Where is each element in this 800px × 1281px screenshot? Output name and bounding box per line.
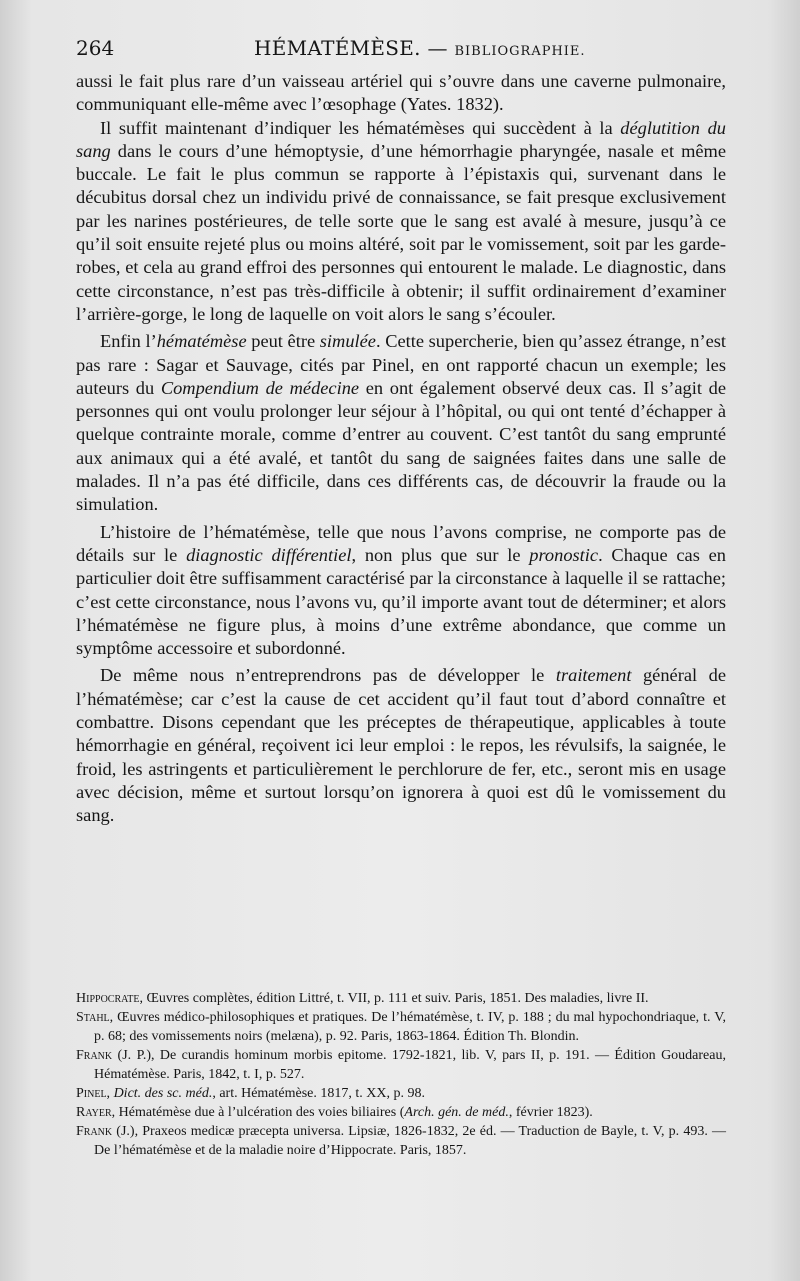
bibliography-text-tail: , art. Hématémèse. 1817, t. XX, p. 98. [212, 1086, 426, 1101]
paragraph-1 [76, 70, 726, 117]
paragraph-4-text-c: . Chaque cas en particulier doit être suffisamment caractérisé par la circonstance à laquelle il se rattache; c’est cette circonstance, nous l’avons vu, qu’il importe avant tout de déterminer; et alors l’hématémèse ne figure plus, à moins d’une extrême abondance, que comme un symptôme accessoire et subordonné. [76, 544, 726, 659]
paragraph-3-text-b: peut être [246, 331, 320, 352]
paragraph-5 [76, 664, 726, 827]
bibliography-text-tail: , février 1823). [508, 1105, 593, 1120]
bibliography-entry [76, 1046, 726, 1084]
bibliography-author: Hippocrate, [76, 991, 143, 1006]
paragraph-3-italic-c: Compendium de médecine [160, 377, 360, 398]
paragraph-1-text: aussi le fait plus rare d’un vaisseau artériel qui s’ouvre dans une caverne pulmonaire, communiquant elle-même avec l’œsophage (Yates. 1832). [76, 71, 726, 115]
running-header [76, 36, 726, 66]
paragraph-5-italic-a: traitement [555, 665, 632, 686]
running-title-main: HÉMATÉMÈSE. — [254, 36, 448, 60]
main-text [76, 70, 726, 828]
paragraph-4-text-a: L’histoire de l’hématémèse, telle que nous l’avons comprise, ne comporte pas de détails sur le [76, 521, 726, 565]
bibliography-text: Œuvres complètes, édition Littré, t. VII, p. 111 et suiv. Paris, 1851. Des maladies, livre II. [142, 991, 649, 1006]
paragraph-2-italic-a: déglutition du sang [76, 117, 726, 161]
bibliography-text: Œuvres médico-philosophiques et pratiques. De l’hématémèse, t. IV, p. 188 ; du mal hypochondriaque, t. V, p. 68; des vomissements noirs (melæna), p. 92. Paris, 1863-1864. Édition Th. Blondin. [94, 1010, 726, 1044]
bibliography-author: Frank [76, 1124, 113, 1139]
bibliography-author: Stahl, [76, 1010, 114, 1025]
paragraph-3-italic-a: hématémèse [156, 331, 247, 352]
paragraph-4-italic-b: pronostic [529, 544, 599, 565]
bibliography-entry [76, 1103, 726, 1122]
paragraph-5-text-a: De même nous n’entreprendrons pas de développer le [100, 665, 556, 686]
running-title-sub: BIBLIOGRAPHIE. [454, 44, 586, 59]
bibliography-text: Hématémèse due à l’ulcération des voies biliaires ( [115, 1105, 405, 1120]
paragraph-5-text-b: général de l’hématémèse; car c’est la cause de cet accident qu’il faut tout d’abord connaître et combattre. Disons cependant que les préceptes de thérapeutique, applicables à toute hémorrhagie en général, reçoivent ici leur emploi : le repos, les révulsifs, la saignée, le froid, les astringents et particulièrement le perchlorure de fer, etc., seront mis en usage avec décision, même et surtout lorsqu’on ignorera à quoi est dû le vomissement du sang. [76, 665, 726, 826]
paragraph-4-text-b: , non plus que sur le [351, 544, 530, 565]
bibliography-text: (J. P.), De curandis hominum morbis epitome. 1792-1821, lib. V, pars II, p. 191. — Édition Goudareau, Hématémèse. Paris, 1842, t. I, p. 527. [94, 1048, 726, 1082]
bibliography-author: Frank [76, 1048, 113, 1063]
bibliography [76, 989, 726, 1160]
paragraph-3-text-a: Enfin l’ [100, 331, 157, 352]
bibliography-entry [76, 989, 726, 1008]
bibliography-italic: Arch. gén. de méd. [404, 1105, 509, 1120]
paragraph-3-text-d: en ont également observé deux cas. Il s’agit de personnes qui ont voulu prolonger leur séjour à l’hôpital, ou qui ont tenté d’échapper à quelque contrainte morale, comme d’entrer au couvent. C’est tantôt du sang emprunté aux animaux qui a été avalé, et tantôt du sang de saignées faites dans une salle de malades. Il n’a pas été difficile, dans ces différents cas, de découvrir la fraude ou la simulation. [76, 377, 726, 515]
bibliography-author: Pinel, [76, 1086, 111, 1101]
paragraph-3-text-c: . Cette supercherie, bien qu’assez étrange, n’est pas rare : Sagar et Sauvage, cités par Pinel, en ont rapporté chacun un exemple; les auteurs du [76, 331, 726, 398]
paragraph-3-italic-b: simulée [319, 331, 376, 352]
paragraph-2-text-a: Il suffit maintenant d’indiquer les hématémèses qui succèdent à la [100, 117, 621, 138]
paragraph-4-italic-a: diagnostic différentiel [186, 544, 352, 565]
bibliography-entry [76, 1122, 726, 1160]
bibliography-entry [76, 1008, 726, 1046]
paragraph-2-text-b: dans le cours d’une hémoptysie, d’une hémorrhagie pharyngée, nasale et même buccale. Le fait le plus commun se rapporte à l’épistaxis qui, survenant dans le décubitus dorsal chez un individu privé de connaissance, se fait presque exclusivement par les narines postérieures, de telle sorte que le sang est avalé à mesure, jusqu’à ce qu’il soit ensuite rejeté plus ou moins altéré, soit par le vomissement, soit par les garde-robes, et cela au grand effroi des personnes qui entourent le malade. Le diagnostic, dans cette circonstance, n’est pas très-difficile à obtenir; il suffit ordinairement d’examiner l’arrière-gorge, le long de laquelle on voit alors le sang s’écouler. [76, 140, 726, 324]
paragraph-3 [76, 330, 726, 516]
bibliography-author: Rayer, [76, 1105, 116, 1120]
paragraph-4 [76, 521, 726, 661]
paragraph-2 [76, 117, 726, 327]
bibliography-italic: Dict. des sc. méd. [113, 1086, 213, 1101]
bibliography-text: (J.), Praxeos medicæ præcepta universa. Lipsiæ, 1826-1832, 2e éd. — Traduction de Bayle, t. V, p. 493. — De l’hématémèse et de la maladie noire d’Hippocrate. Paris, 1857. [94, 1124, 726, 1158]
bibliography-entry [76, 1084, 726, 1103]
running-title [254, 36, 586, 60]
page-number: 264 [76, 36, 115, 60]
